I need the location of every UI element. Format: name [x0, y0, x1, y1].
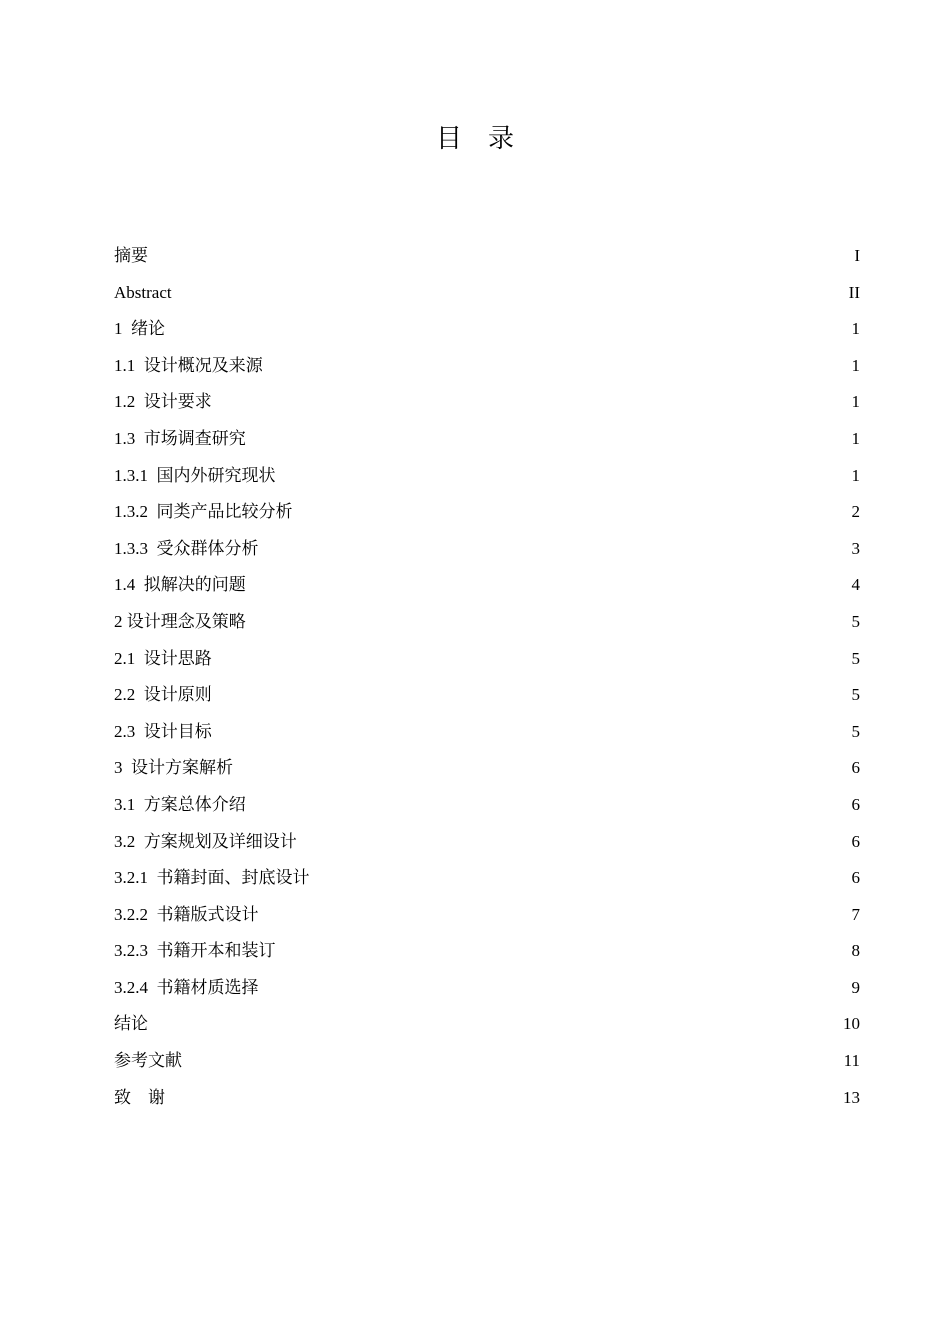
toc-entry-page-number: 13 [843, 1087, 860, 1107]
toc-entry-label: 3.2.3 书籍开本和装订 [114, 941, 276, 961]
toc-entry-page-number: 6 [851, 868, 860, 888]
toc-entry[interactable] [114, 750, 860, 787]
toc-entry-label: 1.3.2 同类产品比较分析 [114, 502, 293, 522]
toc-entry-label: 3.2 方案规划及详细设计 [114, 831, 297, 851]
toc-entry-page-number: 6 [851, 758, 860, 778]
toc-entry[interactable] [114, 787, 860, 824]
toc-entry-page-number: 7 [851, 904, 860, 924]
toc-entry-label: 2 设计理念及策略 [114, 611, 246, 631]
toc-entry[interactable] [114, 641, 860, 678]
toc-entry[interactable] [114, 714, 860, 751]
toc-entry[interactable] [114, 531, 860, 568]
toc-entry-page-number: II [848, 282, 860, 302]
toc-entry-page-number: 6 [851, 831, 860, 851]
toc-entry-page-number: 4 [851, 575, 860, 595]
toc-entry[interactable] [114, 384, 860, 421]
toc-entry-label: 1.3 市场调查研究 [114, 428, 246, 448]
toc-entry-label: 1.3.3 受众群体分析 [114, 538, 259, 558]
toc-entry-page-number: 3 [851, 538, 860, 558]
toc-entry-label: 1.3.1 国内外研究现状 [114, 465, 276, 485]
toc-entry-label: 3.2.1 书籍封面、封底设计 [114, 868, 310, 888]
toc-entry-page-number: 1 [851, 465, 860, 485]
toc-entry[interactable] [114, 1006, 860, 1043]
toc-entry-page-number: 5 [851, 648, 860, 668]
toc-entry[interactable] [114, 238, 860, 275]
toc-entry-label: 2.1 设计思路 [114, 648, 212, 668]
toc-entry[interactable] [114, 494, 860, 531]
toc-entry[interactable] [114, 275, 860, 312]
toc-entry[interactable] [114, 897, 860, 934]
toc-entry-label: 2.3 设计目标 [114, 721, 212, 741]
toc-entry[interactable] [114, 604, 860, 641]
toc-entry-page-number: 1 [851, 319, 860, 339]
toc-entry-label: 摘要 [114, 246, 148, 265]
toc-entry-label: 致 谢 [114, 1087, 165, 1107]
toc-entry[interactable] [114, 677, 860, 714]
toc-entry[interactable] [114, 421, 860, 458]
toc-entry[interactable] [114, 1080, 860, 1117]
toc-entry-label: 结论 [114, 1014, 148, 1034]
toc-entry-page-number: 1 [851, 355, 860, 375]
toc-entry-page-number: I [854, 246, 860, 265]
toc-entry-label: 1.1 设计概况及来源 [114, 355, 263, 375]
toc-entry[interactable] [114, 933, 860, 970]
toc-entry-page-number: 9 [851, 977, 860, 997]
toc-entry[interactable] [114, 458, 860, 495]
toc-entry-page-number: 1 [851, 392, 860, 412]
toc-entry-label: 3.2.4 书籍材质选择 [114, 977, 259, 997]
toc-entry-page-number: 11 [843, 1051, 860, 1071]
toc-entry-page-number: 8 [851, 941, 860, 961]
toc-entry-page-number: 10 [843, 1014, 860, 1034]
toc-entry-label: 1.4 拟解决的问题 [114, 575, 246, 595]
toc-entry[interactable] [114, 348, 860, 385]
toc-entry-page-number: 5 [851, 611, 860, 631]
toc-entry-label: 1 绪论 [114, 319, 165, 339]
toc-entry-page-number: 1 [851, 428, 860, 448]
toc-entry-page-number: 5 [851, 721, 860, 741]
toc-entry[interactable] [114, 567, 860, 604]
toc-entry-label: 3 设计方案解析 [114, 758, 233, 778]
toc-entry-page-number: 6 [851, 794, 860, 814]
toc-entry[interactable] [114, 1043, 860, 1080]
toc-entry[interactable] [114, 824, 860, 861]
toc-entry-label: 3.2.2 书籍版式设计 [114, 904, 259, 924]
toc-entry-page-number: 5 [851, 685, 860, 705]
toc-title: 目录 [435, 124, 540, 154]
toc-entry-label: 参考文献 [114, 1051, 182, 1071]
toc-list [114, 238, 860, 1116]
toc-entry-label: 2.2 设计原则 [114, 685, 212, 705]
toc-entry[interactable] [114, 860, 860, 897]
toc-entry-page-number: 2 [851, 502, 860, 522]
toc-entry-label: Abstract [114, 282, 172, 302]
toc-entry-label: 1.2 设计要求 [114, 392, 212, 412]
toc-entry[interactable] [114, 311, 860, 348]
toc-entry[interactable] [114, 970, 860, 1007]
toc-entry-label: 3.1 方案总体介绍 [114, 794, 246, 814]
